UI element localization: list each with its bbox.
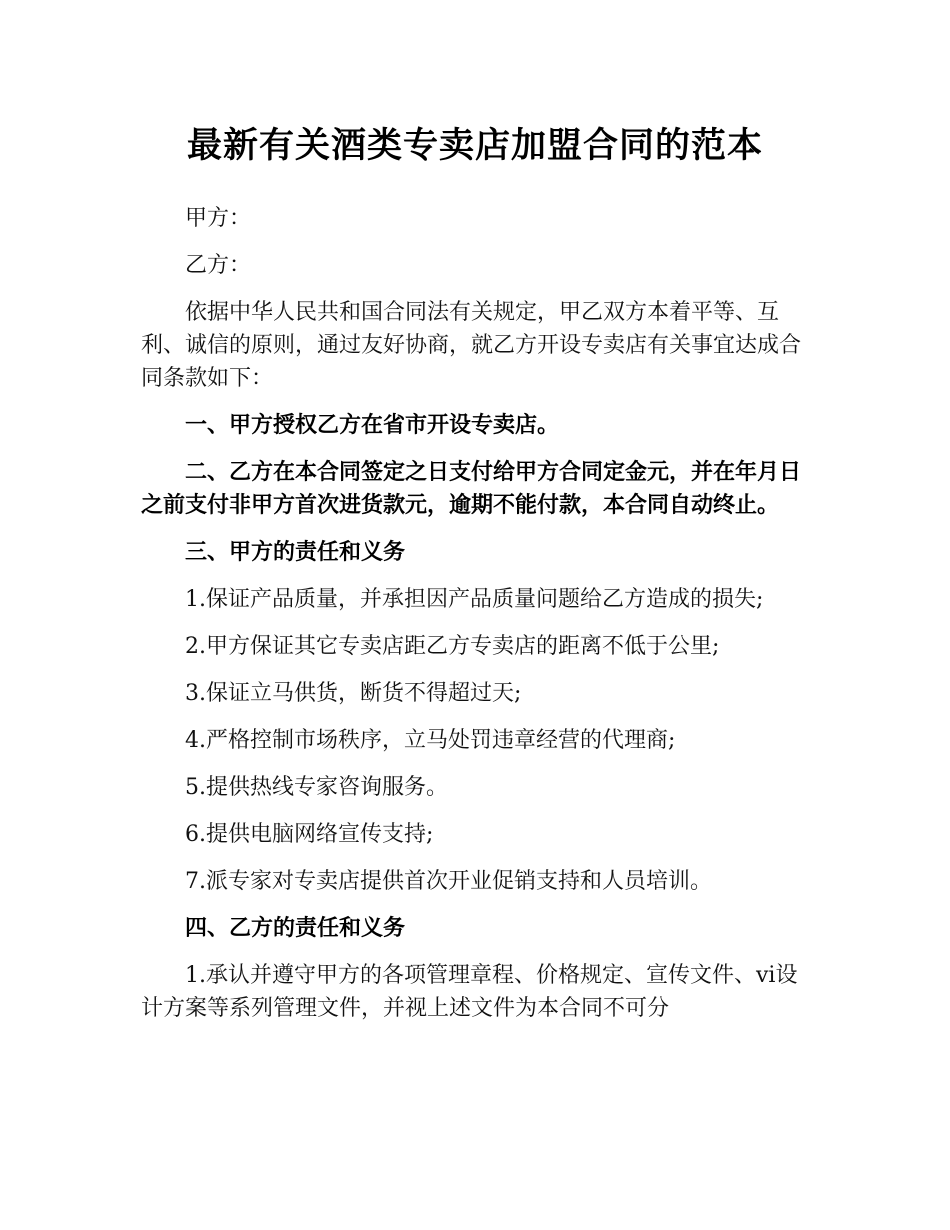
document-title: 最新有关酒类专卖店加盟合同的范本: [186, 126, 763, 166]
section-3-item-3: 3.保证立马供货，断货不得超过天;: [185, 681, 522, 706]
section-4-item-1: 1.承认并遵守甲方的各项管理章程、价格规定、宣传文件、vi设计方案等系列管理文件，并视上述文件为本合同不可分: [141, 963, 798, 1021]
section-3-item-7: 7.派专家对专卖店提供首次开业促销支持和人员培训。: [185, 869, 712, 894]
section-3-item-5: 5.提供热线专家咨询服务。: [185, 775, 448, 800]
section-4-heading: 四、乙方的责任和义务: [185, 916, 406, 941]
section-3-item-1: 1.保证产品质量，并承担因产品质量问题给乙方造成的损失;: [185, 587, 764, 612]
section-3-item-4: 4.严格控制市场秩序，立马处罚违章经营的代理商;: [185, 728, 676, 753]
section-2-heading: 二、乙方在本合同签定之日支付给甲方合同定金元，并在年月日之前支付非甲方首次进货款元，逾期不能付款，本合同自动终止。: [141, 460, 802, 518]
section-1-heading: 一、甲方授权乙方在省市开设专卖店。: [185, 413, 560, 438]
preamble-paragraph: 依据中华人民共和国合同法有关规定，甲乙双方本着平等、互利、诚信的原则，通过友好协商，就乙方开设专卖店有关事宜达成合同条款如下：: [141, 300, 802, 391]
party-b-line: 乙方：: [185, 253, 252, 278]
section-3-heading: 三、甲方的责任和义务: [185, 540, 406, 565]
document-body: [141, 202, 813, 1039]
section-3-item-2: 2.甲方保证其它专卖店距乙方专卖店的距离不低于公里;: [185, 634, 720, 659]
party-a-line: 甲方：: [185, 206, 252, 231]
section-3-item-6: 6.提供电脑网络宣传支持;: [185, 822, 434, 847]
